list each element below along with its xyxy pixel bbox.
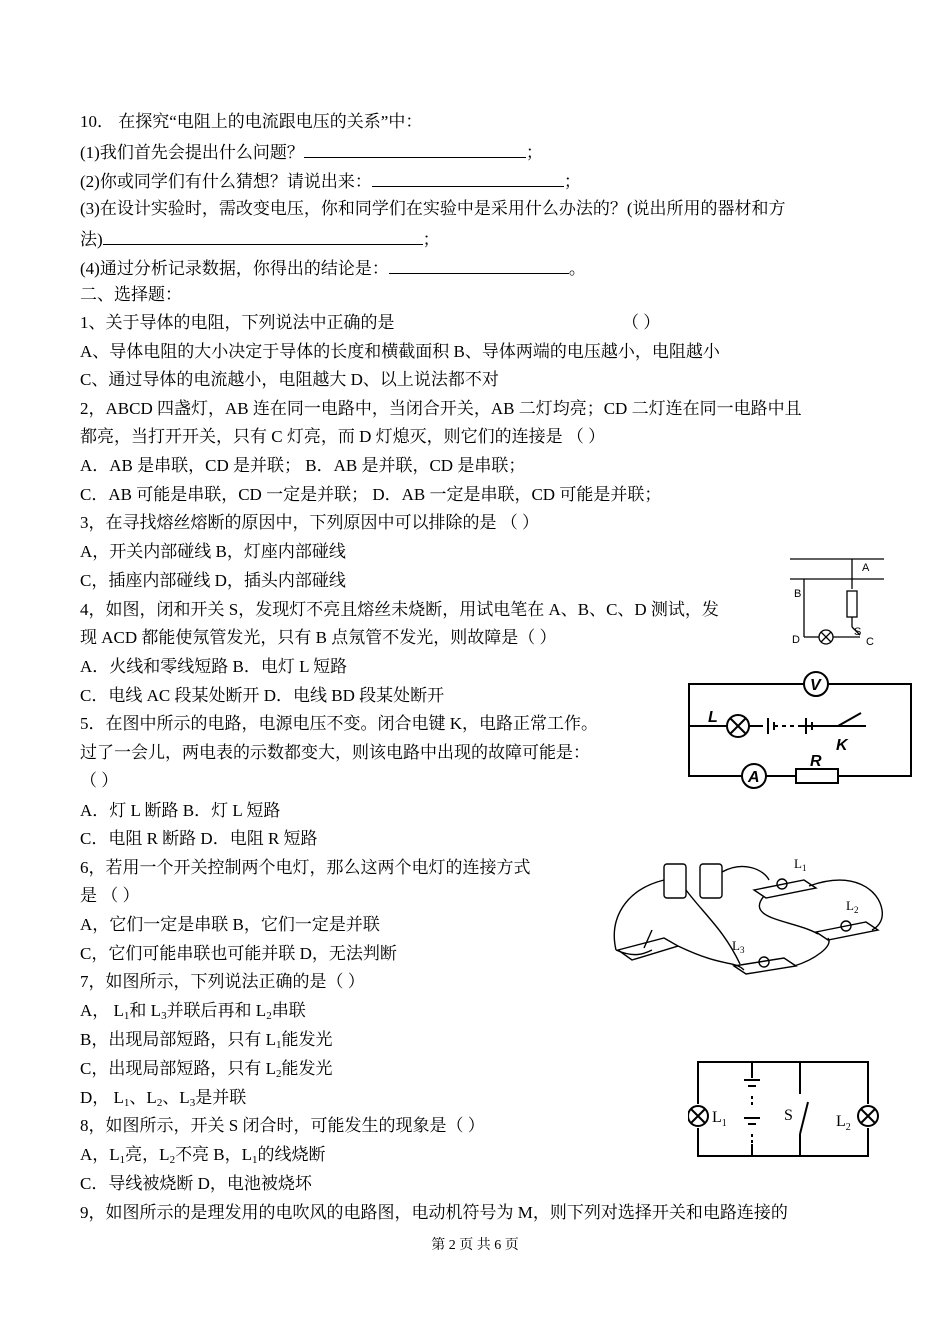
q10-title: 10． 在探究“电阻上的电流跟电压的关系”中：: [80, 112, 423, 131]
q4-options-cd: C．电线 AC 段某处断开 D．电线 BD 段某处断开: [80, 686, 445, 705]
q3-options-ab: A，开关内部碰线 B，灯座内部碰线: [80, 542, 346, 561]
q2-options-ab: A．AB 是串联，CD 是并联； B．AB 是并联，CD 是串联；: [80, 456, 526, 475]
label-l3: L: [732, 938, 740, 953]
switch-icon: [838, 713, 861, 726]
q6-stem-line1: 6，若用一个开关控制两个电灯，那么这两个电灯的连接方式: [80, 858, 531, 877]
q5-stem-line1: 5．在图中所示的电路，电源电压不变。闭合电键 K，电路正常工作。: [80, 714, 599, 733]
battery-icon: [700, 864, 722, 898]
q7-option-c: C，出现局部短路，只有 $L_2$能发光: [80, 1059, 333, 1080]
q10-part3-blank[interactable]: [103, 228, 423, 245]
q10-part2-end: ；: [563, 172, 581, 191]
q6-options-ab: A，它们一定是串联 B，它们一定是并联: [80, 915, 380, 934]
q10-part3-end: ；: [422, 230, 440, 249]
section-heading: 二、选择题：: [80, 285, 182, 304]
q2-stem-line2: 都亮，当打开开关，只有 C 灯亮，而 D 灯熄灭，则它们的连接是 （ ）: [80, 427, 606, 446]
label-l2: L: [836, 1113, 846, 1130]
q6-options-cd: C，它们可能串联也可能并联 D，无法判断: [80, 944, 397, 963]
q8-circuit-figure: [688, 1054, 883, 1164]
q1-answer-paren: （ ）: [622, 313, 661, 332]
q10-part4: [80, 257, 586, 279]
label-s: S: [784, 1107, 793, 1124]
q1-options-ab: A、导体电阻的大小决定于导体的长度和横截面积 B、导体两端的电压越小，电阻越小: [80, 342, 720, 361]
svg-text:L2: $L_2$: [846, 898, 859, 915]
q8-stem: 8，如图所示，开关 S 闭合时，可能发生的现象是（ ）: [80, 1116, 485, 1135]
q10-part2-text: (2)你或同学们有什么猜想？请说出来：: [80, 172, 372, 191]
q7-option-d: D， $L_1$、$L_2$、$L_3$是并联: [80, 1088, 247, 1109]
label-v: V: [810, 677, 821, 694]
svg-text:L2: $L_2$: [836, 1113, 851, 1133]
q10-part2-blank[interactable]: [372, 170, 564, 187]
label-r: R: [810, 753, 822, 770]
q5-stem-line3: （ ）: [80, 771, 119, 790]
lamp-l3-icon: [734, 958, 796, 974]
label-l2: L: [846, 898, 854, 913]
label-c: C: [866, 636, 874, 648]
q7-wiring-figure: [604, 850, 889, 990]
battery-icon: [664, 864, 686, 898]
q10-part4-end: 。: [568, 259, 586, 278]
fuse-icon: [847, 591, 857, 617]
q6-stem-line2: 是 （ ）: [80, 886, 140, 905]
label-k: K: [836, 737, 848, 754]
q4-circuit-figure: [786, 555, 886, 655]
label-b: B: [794, 588, 802, 600]
lamp-l1-icon: [754, 880, 816, 898]
q10-part3-text: 法): [80, 230, 103, 249]
q1-options-cd: C、通过导体的电流越小，电阻越大 D、以上说法都不对: [80, 370, 499, 389]
label-a: A: [748, 769, 760, 786]
resistor-icon: [796, 769, 838, 783]
q5-options-cd: C．电阻 R 断路 D．电阻 R 短路: [80, 829, 318, 848]
label-a: A: [862, 562, 870, 574]
q7-option-b: B，出现局部短路，只有 $L_1$能发光: [80, 1030, 333, 1051]
q3-stem: 3，在寻找熔丝熔断的原因中，下列原因中可以排除的是 （ ）: [80, 513, 539, 532]
q10-part1-text: (1)我们首先会提出什么问题？: [80, 143, 304, 162]
svg-text:L1: $L_1$: [712, 1109, 727, 1129]
q7-option-a: A， $L_1$和 $L_3$并联后再和 $L_2$串联: [80, 1001, 306, 1022]
q8-options-cd: C．导线被烧断 D，电池被烧坏: [80, 1174, 312, 1193]
q5-circuit-figure: [686, 668, 914, 792]
q10-part4-blank[interactable]: [389, 257, 569, 274]
q1-stem: 1、关于导体的电阻，下列说法中正确的是: [80, 313, 395, 332]
q10-part1: [80, 141, 543, 163]
q4-options-ab: A．火线和零线短路 B．电灯 L 短路: [80, 657, 348, 676]
q10-part3-line1: (3)在设计实验时，需改变电压，你和同学们在实验中是采用什么办法的？(说出所用的器材和方: [80, 199, 786, 218]
q2-options-cd: C．AB 可能是串联，CD 一定是并联； D．AB 一定是串联，CD 可能是并联；: [80, 485, 662, 504]
svg-text:L3: $L_3$: [732, 938, 745, 955]
svg-text:L1: $L_1$: [794, 856, 807, 873]
q10-part1-blank[interactable]: [304, 141, 526, 158]
label-l1: L: [794, 856, 802, 871]
page-footer: 第 2 页 共 6 页: [431, 1238, 519, 1253]
label-s: S: [854, 626, 862, 638]
q10-part3-line2: [80, 228, 440, 250]
switch-icon: [618, 938, 678, 960]
q10-part1-end: ；: [525, 143, 543, 162]
q7-stem: 7，如图所示，下列说法正确的是（ ）: [80, 972, 365, 991]
label-d: D: [792, 634, 800, 646]
q9-stem-line1: 9，如图所示的是理发用的电吹风的电路图，电动机符号为 M，则下列对选择开关和电路连接的: [80, 1203, 788, 1222]
q5-options-ab: A．灯 L 断路 B．灯 L 短路: [80, 801, 281, 820]
q4-stem-line2: 现 ACD 都能使氖管发光，只有 B 点氖管不发光，则故障是（ ）: [80, 628, 557, 647]
label-l1: L: [712, 1109, 722, 1126]
q5-stem-line2: 过了一会儿，两电表的示数都变大，则该电路中出现的故障可能是：: [80, 743, 590, 762]
q3-options-cd: C，插座内部碰线 D，插头内部碰线: [80, 571, 346, 590]
q8-options-ab: A，$L_1$亮，$L_2$不亮 B，$L_1$的线烧断: [80, 1145, 326, 1166]
q10-part2: [80, 170, 581, 192]
q10-part4-text: (4)通过分析记录数据，你得出的结论是：: [80, 259, 389, 278]
label-l: L: [708, 709, 718, 726]
q4-stem-line1: 4，如图，闭和开关 S，发现灯不亮且熔丝未烧断，用试电笔在 A、B、C、D 测试，发: [80, 600, 719, 619]
q2-stem-line1: 2，ABCD 四盏灯，AB 连在同一电路中，当闭合开关，AB 二灯均亮；CD 二灯连在同一电路中且: [80, 399, 802, 418]
